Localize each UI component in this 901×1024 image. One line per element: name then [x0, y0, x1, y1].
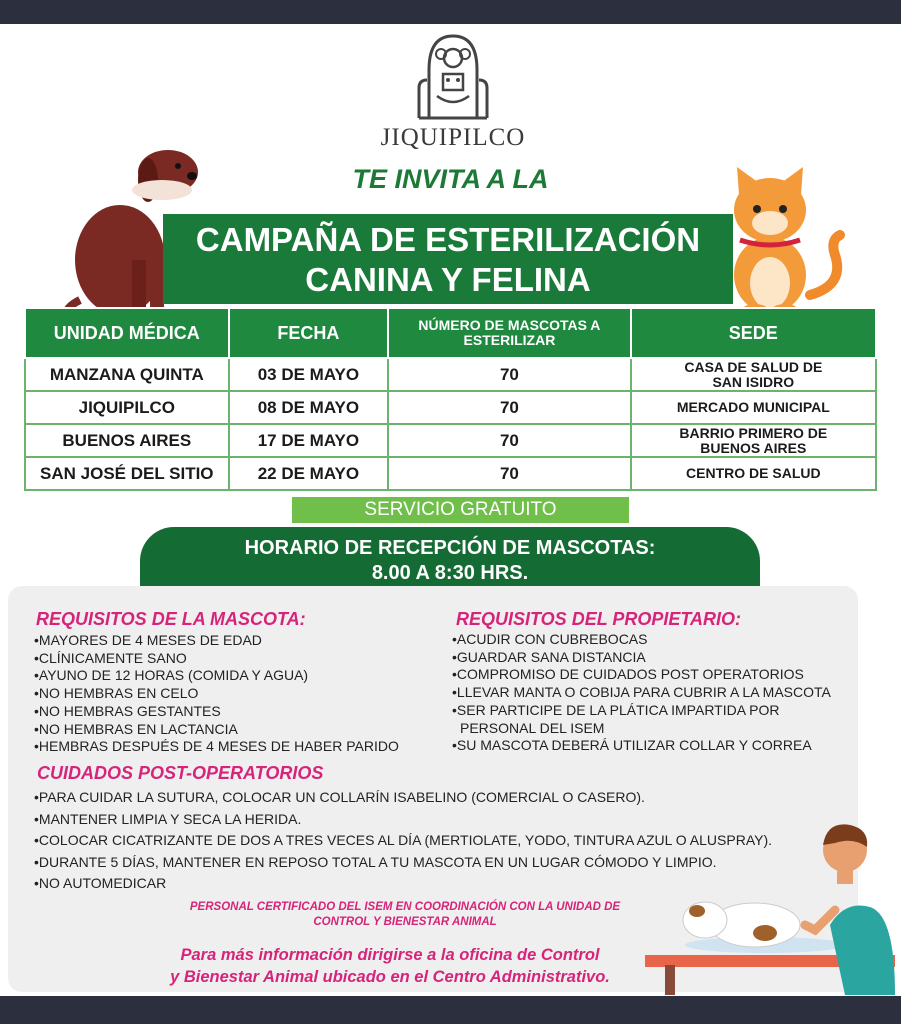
list-item: • CLÍNICAMENTE SANO: [34, 650, 434, 668]
list-item: • HEMBRAS DESPUÉS DE 4 MESES DE HABER PARIDO: [34, 738, 434, 756]
pet-requirements-list: [34, 632, 434, 756]
veterinarian-illustration: [645, 815, 895, 995]
cell-sede-line-1: BARRIO PRIMERO DE: [679, 424, 828, 441]
certification-note: [140, 900, 670, 930]
table-header-row: [25, 308, 876, 358]
header-fecha: FECHA: [229, 308, 389, 358]
more-info-note: [130, 944, 650, 988]
cell-numero: 70: [388, 358, 630, 391]
cell-numero: 70: [388, 391, 630, 424]
list-item: • NO AUTOMEDICAR: [34, 873, 794, 895]
list-item: • LLEVAR MANTA O COBIJA PARA CUBRIR A LA MASCOTA: [452, 684, 857, 702]
cell-sede: [631, 358, 876, 391]
cell-fecha: 17 DE MAYO: [229, 424, 389, 457]
list-item: • GUARDAR SANA DISTANCIA: [452, 649, 857, 667]
list-item: • SER PARTICIPE DE LA PLÁTICA IMPARTIDA POR PERSONAL DEL ISEM: [452, 702, 857, 737]
campaign-title: [163, 214, 733, 304]
table-row: [25, 457, 876, 490]
table-row: [25, 424, 876, 457]
header-numero: [388, 308, 630, 358]
owner-requirements-list: [452, 631, 857, 755]
owner-requirements-title: REQUISITOS DEL PROPIETARIO:: [456, 609, 742, 629]
cell-sede: [631, 424, 876, 457]
cell-unidad: BUENOS AIRES: [25, 424, 229, 457]
cell-fecha: 22 DE MAYO: [229, 457, 389, 490]
invite-heading: TE INVITA A LA: [352, 164, 549, 194]
more-info-note-line-1: Para más información dirigirse a la oficina de Control: [180, 946, 600, 964]
reception-hours-label: HORARIO DE RECEPCIÓN DE MASCOTAS:: [244, 537, 656, 559]
cell-unidad: MANZANA QUINTA: [25, 358, 229, 391]
free-service-banner: SERVICIO GRATUITO: [292, 497, 629, 523]
list-item: • AYUNO DE 12 HORAS (COMIDA Y AGUA): [34, 667, 434, 685]
cell-fecha: 08 DE MAYO: [229, 391, 389, 424]
top-band: [0, 0, 901, 24]
list-item: • ACUDIR CON CUBREBOCAS: [452, 631, 857, 649]
certification-note-line-2: CONTROL Y BIENESTAR ANIMAL: [313, 916, 497, 928]
pet-requirements-title: REQUISITOS DE LA MASCOTA:: [36, 609, 306, 629]
reception-hours-time: 8.00 A 8:30 HRS.: [371, 562, 529, 584]
campaign-title-line-2: CANINA Y FELINA: [305, 261, 591, 298]
cell-sede-line-2: SAN ISIDRO: [712, 373, 795, 390]
header-sede: SEDE: [631, 308, 876, 358]
glyph-emblem-icon: [415, 30, 491, 122]
cell-sede-line-2: BUENOS AIRES: [700, 439, 807, 456]
list-item: • MANTENER LIMPIA Y SECA LA HERIDA.: [34, 809, 794, 831]
list-item: • NO HEMBRAS EN LACTANCIA: [34, 721, 434, 739]
cell-fecha: 03 DE MAYO: [229, 358, 389, 391]
municipal-logo: [378, 30, 528, 155]
header-unidad: UNIDAD MÉDICA: [25, 308, 229, 358]
cell-sede: MERCADO MUNICIPAL: [631, 391, 876, 424]
cell-sede-line-1: CASA DE SALUD DE: [684, 358, 823, 375]
cell-unidad: JIQUIPILCO: [25, 391, 229, 424]
list-item: • SU MASCOTA DEBERÁ UTILIZAR COLLAR Y CORREA: [452, 737, 857, 755]
list-item: • NO HEMBRAS EN CELO: [34, 685, 434, 703]
certification-note-line-1: PERSONAL CERTIFICADO DEL ISEM EN COORDINACIÓN CON LA UNIDAD DE: [189, 901, 621, 913]
list-item: • PARA CUIDAR LA SUTURA, COLOCAR UN COLLARÍN ISABELINO (COMERCIAL O CASERO).: [34, 787, 794, 809]
post-op-care-title: CUIDADOS POST-OPERATORIOS: [37, 763, 324, 783]
schedule-table: [24, 307, 877, 491]
list-item: • NO HEMBRAS GESTANTES: [34, 703, 434, 721]
cat-illustration: [715, 165, 850, 315]
cell-sede: CENTRO DE SALUD: [631, 457, 876, 490]
bottom-band: [0, 996, 901, 1024]
campaign-title-line-1: CAMPAÑA DE ESTERILIZACIÓN: [195, 221, 701, 258]
list-item: • COMPROMISO DE CUIDADOS POST OPERATORIOS: [452, 666, 857, 684]
cell-numero: 70: [388, 457, 630, 490]
reception-hours: [140, 527, 760, 595]
list-item: • MAYORES DE 4 MESES DE EDAD: [34, 632, 434, 650]
more-info-note-line-2: y Bienestar Animal ubicado en el Centro Administrativo.: [170, 968, 610, 986]
table-row: [25, 358, 876, 391]
header-numero-line-1: NÚMERO DE MASCOTAS A: [418, 317, 601, 333]
logo-text: JIQUIPILCO: [380, 124, 526, 151]
header-numero-line-2: ESTERILIZAR: [463, 332, 556, 348]
cell-unidad: SAN JOSÉ DEL SITIO: [25, 457, 229, 490]
table-row: [25, 391, 876, 424]
list-item: • DURANTE 5 DÍAS, MANTENER EN REPOSO TOTAL A TU MASCOTA EN UN LUGAR CÓMODO Y LIMPIO.: [34, 852, 794, 874]
cell-numero: 70: [388, 424, 630, 457]
list-item: • COLOCAR CICATRIZANTE DE DOS A TRES VECES AL DÍA (MERTIOLATE, YODO, TINTURA AZUL O ALUSPRAY).: [34, 830, 794, 852]
